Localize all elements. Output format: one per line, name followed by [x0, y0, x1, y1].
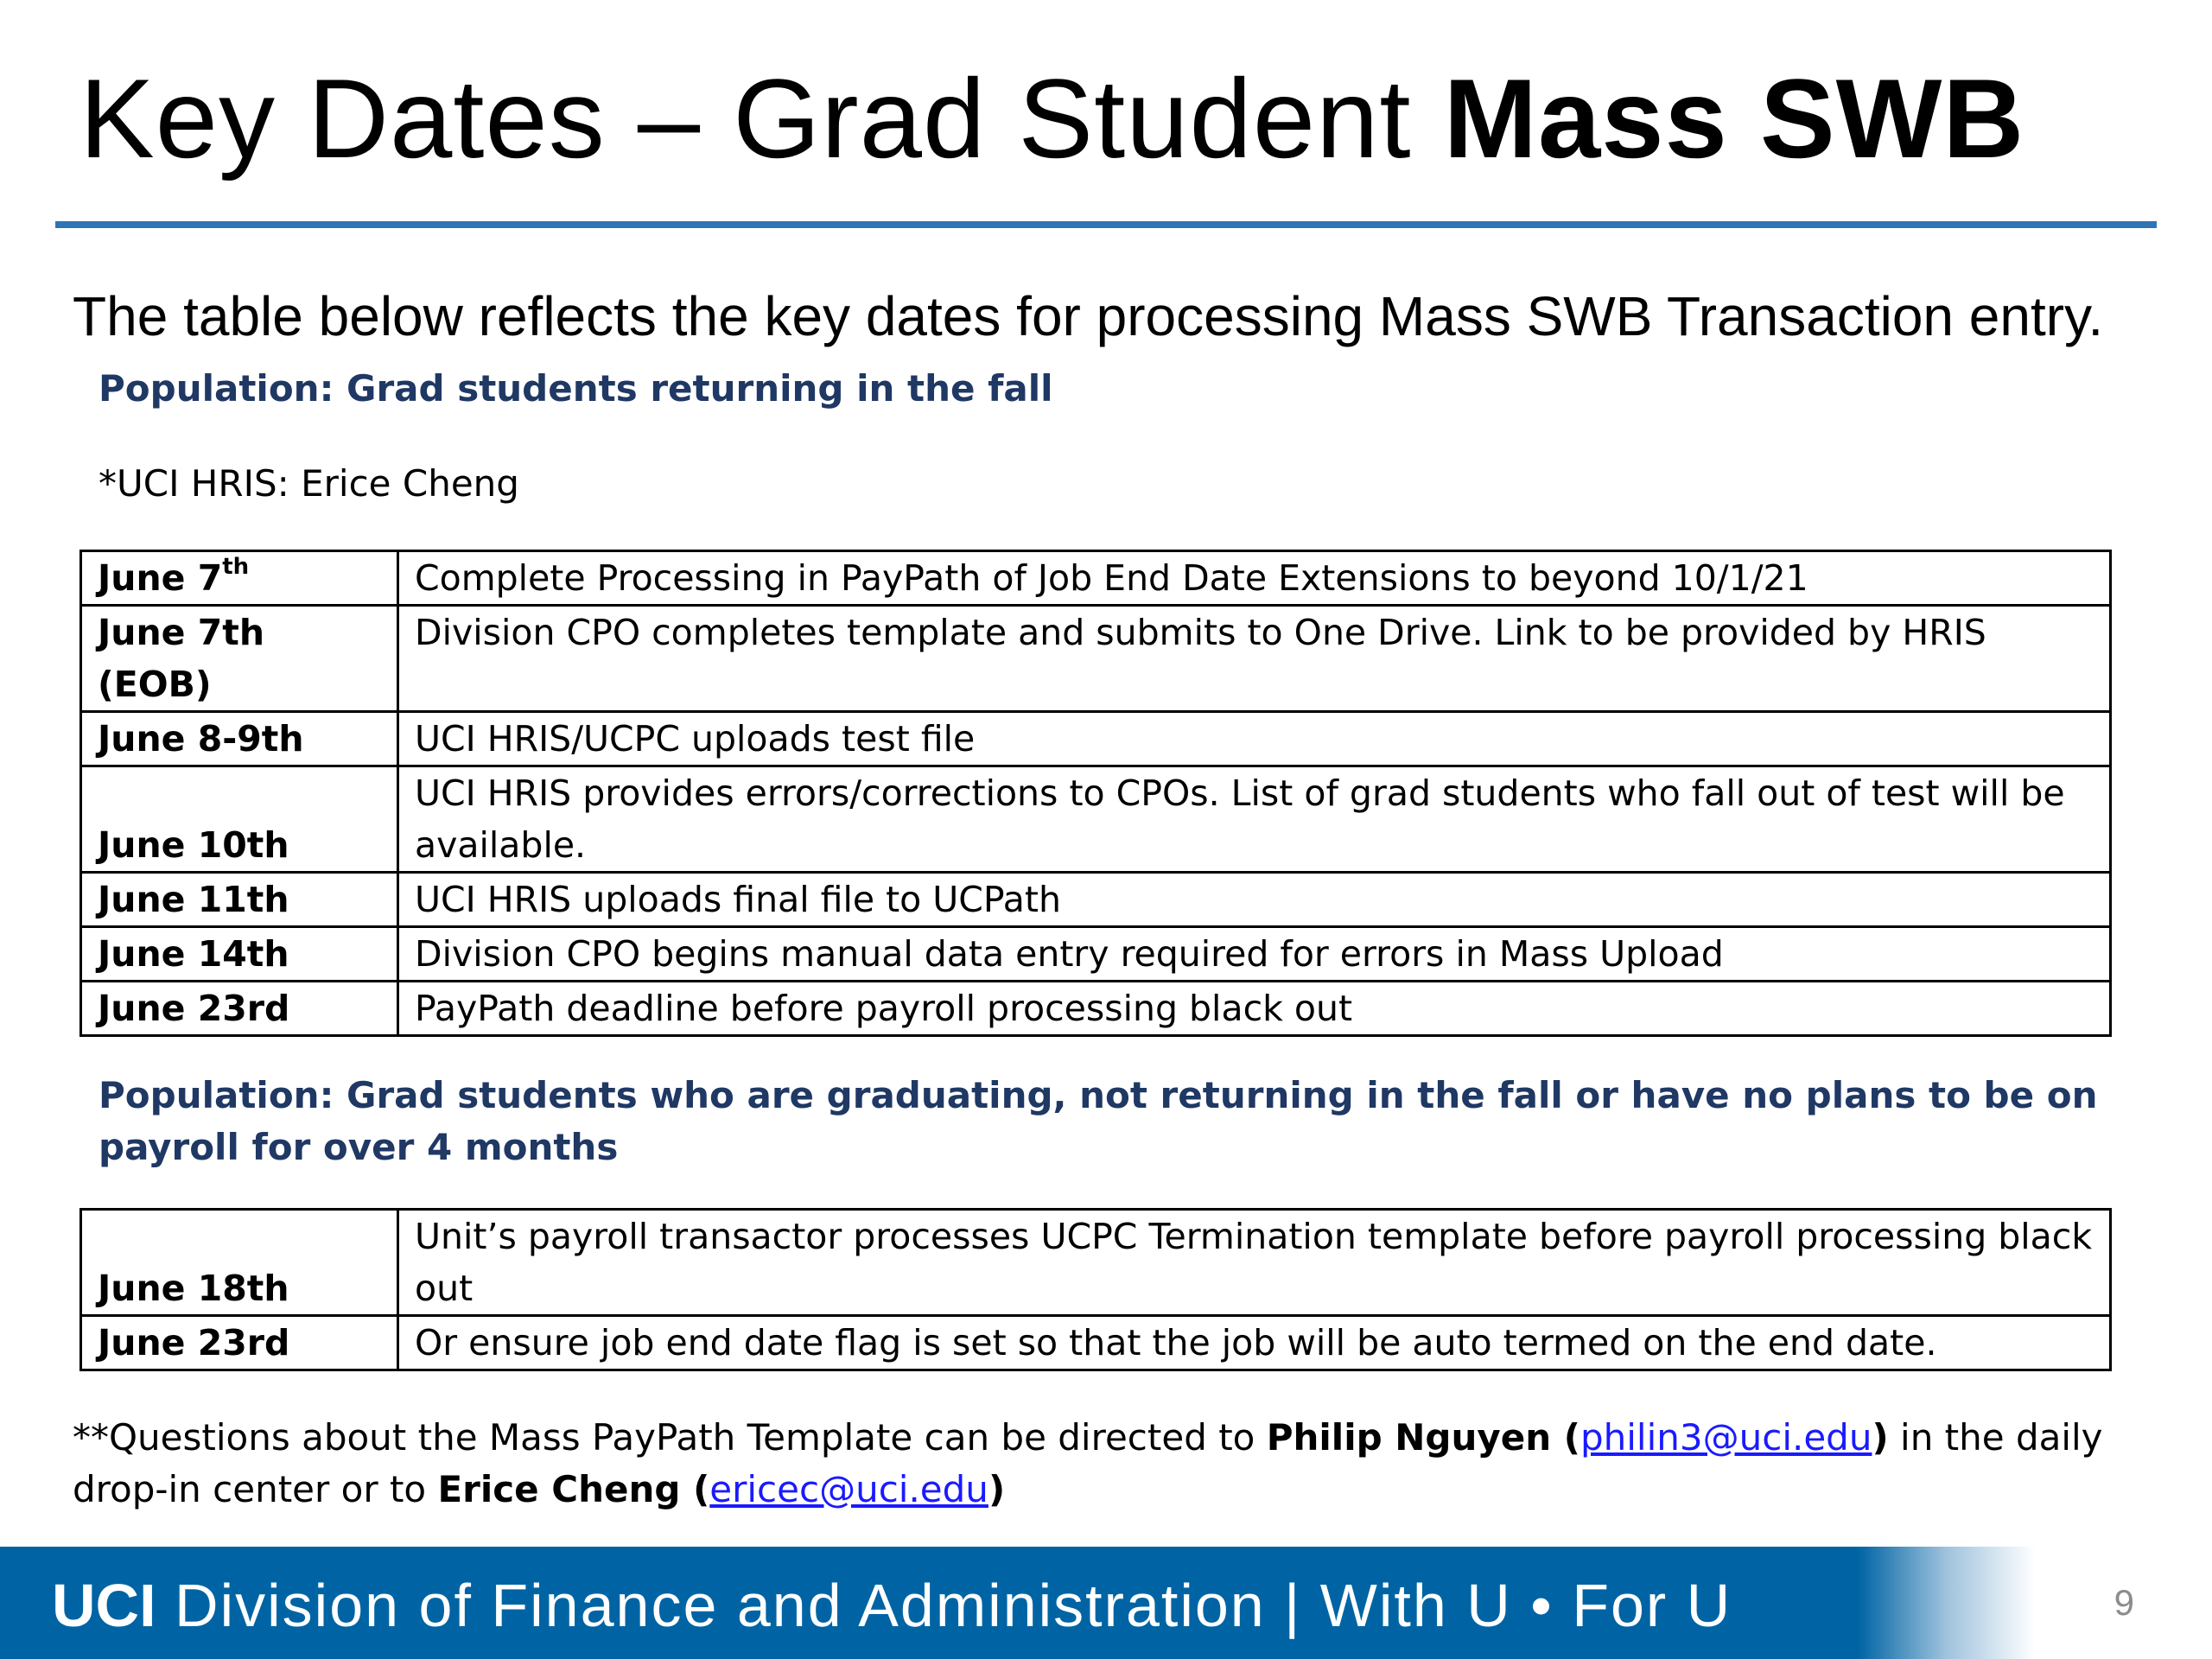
hris-contact-note: *UCI HRIS: Erice Cheng [99, 462, 519, 505]
date-text: June 23rd [98, 988, 290, 1029]
title-bold: Mass SWB [1443, 55, 2025, 181]
date-cell [81, 982, 398, 1036]
description-cell: PayPath deadline before payroll processing black out [398, 982, 2111, 1036]
paren-close: ) [1872, 1416, 1889, 1459]
description-cell: Complete Processing in PayPath of Job End Date Extensions to beyond 10/1/21 [398, 551, 2111, 606]
email-link-philip[interactable]: philin3@uci.edu [1580, 1416, 1872, 1459]
title-regular: Key Dates – Grad Student [79, 55, 1444, 181]
population-heading-graduating: Population: Grad students who are graduating, not returning in the fall or have no plans to be on payroll for over 4 months [99, 1074, 2098, 1168]
date-text: June 11th [98, 879, 289, 920]
key-dates-table-graduating [79, 1208, 2112, 1371]
intro-text: The table below reflects the key dates for processing Mass SWB Transaction entry. [73, 285, 2104, 347]
date-text: June 8-9th [98, 718, 304, 760]
date-text: June 18th [98, 1268, 289, 1309]
paren-open: ( [1551, 1416, 1580, 1459]
contact-name-philip: Philip Nguyen [1266, 1416, 1552, 1459]
description-cell: UCI HRIS provides errors/corrections to CPOs. List of grad students who fall out of test will be available. [398, 766, 2111, 873]
description-cell: Unit’s payroll transactor processes UCPC Termination template before payroll processing black out [398, 1210, 2111, 1316]
date-superscript: th [222, 554, 250, 581]
table-row [81, 1316, 2111, 1370]
uci-logo-text: UCI [52, 1572, 156, 1639]
contact-name-erice: Erice Cheng [437, 1468, 681, 1510]
date-cell [81, 1316, 398, 1370]
table-row [81, 606, 2111, 712]
key-dates-table-returning [79, 550, 2112, 1037]
date-cell [81, 1210, 398, 1316]
footnote-text: **Questions about the Mass PayPath Template can be directed to [73, 1416, 1267, 1459]
email-link-erice[interactable]: ericec@uci.edu [709, 1468, 988, 1510]
footer-division-text: Division of Finance and Administration | With U • For U [156, 1572, 1732, 1639]
table-row [81, 1210, 2111, 1316]
description-cell: Division CPO completes template and submits to One Drive. Link to be provided by HRIS [398, 606, 2111, 712]
population-heading-returning: Population: Grad students returning in the fall [99, 367, 1053, 410]
description-cell: UCI HRIS/UCPC uploads test file [398, 712, 2111, 766]
table-row [81, 873, 2111, 927]
footer-branding [52, 1571, 1732, 1640]
date-cell [81, 712, 398, 766]
description-cell: UCI HRIS uploads final file to UCPath [398, 873, 2111, 927]
title-divider [55, 221, 2157, 228]
questions-footnote [73, 1412, 2146, 1516]
description-cell: Division CPO begins manual data entry required for errors in Mass Upload [398, 927, 2111, 982]
paren-close: ) [988, 1468, 1006, 1510]
date-cell [81, 873, 398, 927]
slide-title [79, 54, 2024, 183]
table-row [81, 927, 2111, 982]
table-row [81, 766, 2111, 873]
date-text: June 14th [98, 933, 289, 975]
date-text: June 7 [98, 557, 223, 599]
date-cell [81, 551, 398, 606]
footnote-text: in the daily drop-in center or to [73, 1416, 2103, 1510]
date-cell [81, 766, 398, 873]
table-row [81, 982, 2111, 1036]
date-text: June 7th (EOB) [98, 612, 265, 705]
page-number: 9 [2113, 1582, 2134, 1623]
date-cell [81, 927, 398, 982]
table-row [81, 551, 2111, 606]
date-cell [81, 606, 398, 712]
table-row [81, 712, 2111, 766]
description-cell: Or ensure job end date flag is set so that the job will be auto termed on the end date. [398, 1316, 2111, 1370]
date-text: June 10th [98, 824, 289, 866]
paren-open: ( [680, 1468, 710, 1510]
date-text: June 23rd [98, 1322, 290, 1363]
